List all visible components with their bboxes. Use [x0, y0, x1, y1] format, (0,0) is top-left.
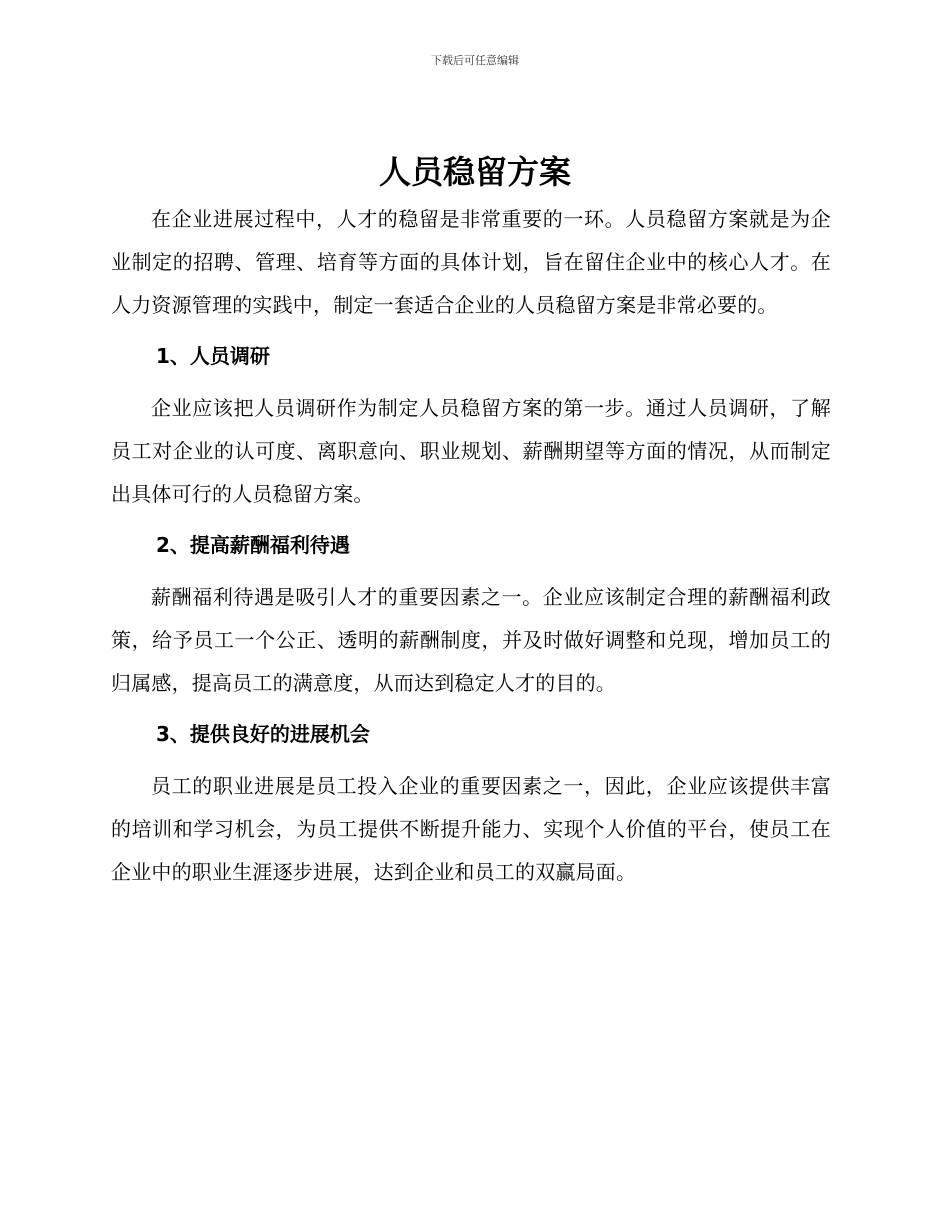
section-heading-compensation: 2、提高薪酬福利待遇	[156, 533, 350, 557]
document-body	[111, 198, 831, 894]
section-heading-research: 1、人员调研	[156, 344, 270, 368]
section-body-compensation: 薪酬福利待遇是吸引人才的重要因素之一。企业应该制定合理的薪酬福利政策，给予员工一个公正、透明的薪酬制度，并及时做好调整和兑现，增加员工的归属感，提高员工的满意度，从而达到稳定人才的目的。	[111, 585, 831, 695]
document-title: 人员稳留方案	[378, 153, 571, 191]
section-heading-development: 3、提供良好的进展机会	[156, 722, 370, 746]
page-header: 下载后可任意编辑	[431, 54, 519, 67]
section-body-research: 企业应该把人员调研作为制定人员稳留方案的第一步。通过人员调研，了解员工对企业的认可度、离职意向、职业规划、薪酬期望等方面的情况，从而制定出具体可行的人员稳留方案。	[111, 396, 831, 506]
section-body-development: 员工的职业进展是员工投入企业的重要因素之一，因此，企业应该提供丰富的培训和学习机会，为员工提供不断提升能力、实现个人价值的平台，使员工在企业中的职业生涯逐步进展，达到企业和员工的双赢局面。	[111, 774, 831, 884]
intro-paragraph: 在企业进展过程中，人才的稳留是非常重要的一环。人员稳留方案就是为企业制定的招聘、管理、培育等方面的具体计划，旨在留住企业中的核心人才。在人力资源管理的实践中，制定一套适合企业的人员稳留方案是非常必要的。	[111, 207, 831, 317]
